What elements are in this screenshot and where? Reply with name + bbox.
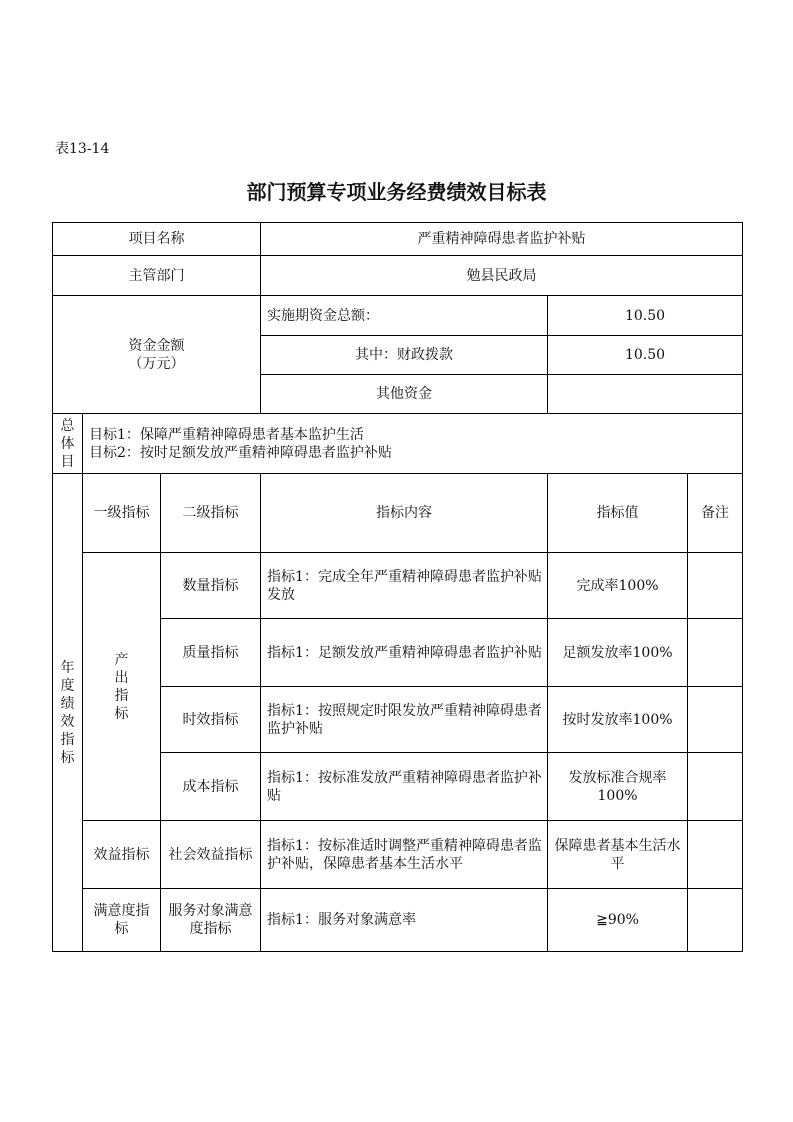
value-cell: 足额发放率100% (548, 619, 688, 687)
section-char: 度 (60, 677, 75, 694)
level2-cell: 成本指标 (161, 753, 261, 821)
remark-cell (688, 753, 743, 821)
goals-row (53, 414, 743, 474)
satisfaction-row (53, 889, 743, 952)
satisfaction-content: 指标1：服务对象满意率 (261, 889, 548, 952)
header-remark: 备注 (688, 474, 743, 553)
project-name-value: 严重精神障碍患者监护补贴 (261, 223, 743, 256)
department-value: 勉县民政局 (261, 256, 743, 296)
satisfaction-level2: 服务对象满意度指标 (161, 889, 261, 952)
value-cell: 按时发放率100% (548, 687, 688, 753)
section-char: 标 (60, 749, 75, 766)
output-indicator-label (83, 553, 161, 821)
value-cell: 完成率100% (548, 553, 688, 619)
goals-label-char: 目 (60, 453, 75, 470)
table-row (53, 553, 743, 619)
remark-cell (688, 553, 743, 619)
header-level1: 一级指标 (83, 474, 161, 553)
funds-label (53, 296, 261, 414)
level2-cell: 数量指标 (161, 553, 261, 619)
funds-total-value: 10.50 (548, 296, 743, 336)
header-level2: 二级指标 (161, 474, 261, 553)
output-char: 出 (114, 669, 129, 686)
remark-cell (688, 619, 743, 687)
goals-label-char: 总 (60, 417, 75, 434)
header-value: 指标值 (548, 474, 688, 553)
project-name-label: 项目名称 (53, 223, 261, 256)
satisfaction-level1: 满意度指标 (83, 889, 161, 952)
funds-label-line2: （万元） (128, 355, 185, 372)
goals-label (53, 414, 83, 474)
output-char: 指 (114, 687, 129, 704)
department-label: 主管部门 (53, 256, 261, 296)
annual-indicator-label (53, 474, 83, 952)
benefit-value: 保障患者基本生活水平 (548, 821, 688, 889)
department-row (53, 256, 743, 296)
header-content: 指标内容 (261, 474, 548, 553)
satisfaction-value: ≧90% (548, 889, 688, 952)
goals-content (83, 414, 743, 474)
goal-item: 目标1：保障严重精神障碍患者基本监护生活 (89, 426, 364, 443)
output-char: 产 (114, 651, 129, 668)
project-name-row (53, 223, 743, 256)
benefit-remark (688, 821, 743, 889)
section-char: 绩 (60, 695, 75, 712)
funds-other-value (548, 375, 743, 414)
funds-total-row (53, 296, 743, 336)
funds-total-label: 实施期资金总额： (261, 296, 548, 336)
content-cell: 指标1：足额发放严重精神障碍患者监护补贴 (261, 619, 548, 687)
performance-target-table (52, 222, 743, 952)
funds-label-line1: 资金金额 (128, 337, 185, 354)
funds-fiscal-value: 10.50 (548, 336, 743, 375)
benefit-content: 指标1：按标准适时调整严重精神障碍患者监护补贴，保障患者基本生活水平 (261, 821, 548, 889)
output-char: 标 (114, 705, 129, 722)
remark-cell (688, 687, 743, 753)
satisfaction-remark (688, 889, 743, 952)
level2-cell: 质量指标 (161, 619, 261, 687)
funds-other-label: 其他资金 (261, 375, 548, 414)
page-title: 部门预算专项业务经费绩效目标表 (246, 180, 547, 204)
indicator-header-row (53, 474, 743, 553)
content-cell: 指标1：完成全年严重精神障碍患者监护补贴发放 (261, 553, 548, 619)
table-number: 表13-14 (55, 141, 110, 157)
benefit-row (53, 821, 743, 889)
funds-fiscal-label: 其中：财政拨款 (261, 336, 548, 375)
benefit-level2: 社会效益指标 (161, 821, 261, 889)
content-cell: 指标1：按照规定时限发放严重精神障碍患者监护补贴 (261, 687, 548, 753)
benefit-level1: 效益指标 (83, 821, 161, 889)
section-char: 年 (60, 659, 75, 676)
content-cell: 指标1：按标准发放严重精神障碍患者监护补贴 (261, 753, 548, 821)
section-char: 指 (60, 731, 75, 748)
goal-item: 目标2：按时足额发放严重精神障碍患者监护补贴 (89, 444, 392, 461)
level2-cell: 时效指标 (161, 687, 261, 753)
goals-label-char: 体 (60, 435, 75, 452)
value-cell: 发放标准合规率100% (548, 753, 688, 821)
section-char: 效 (60, 713, 75, 730)
